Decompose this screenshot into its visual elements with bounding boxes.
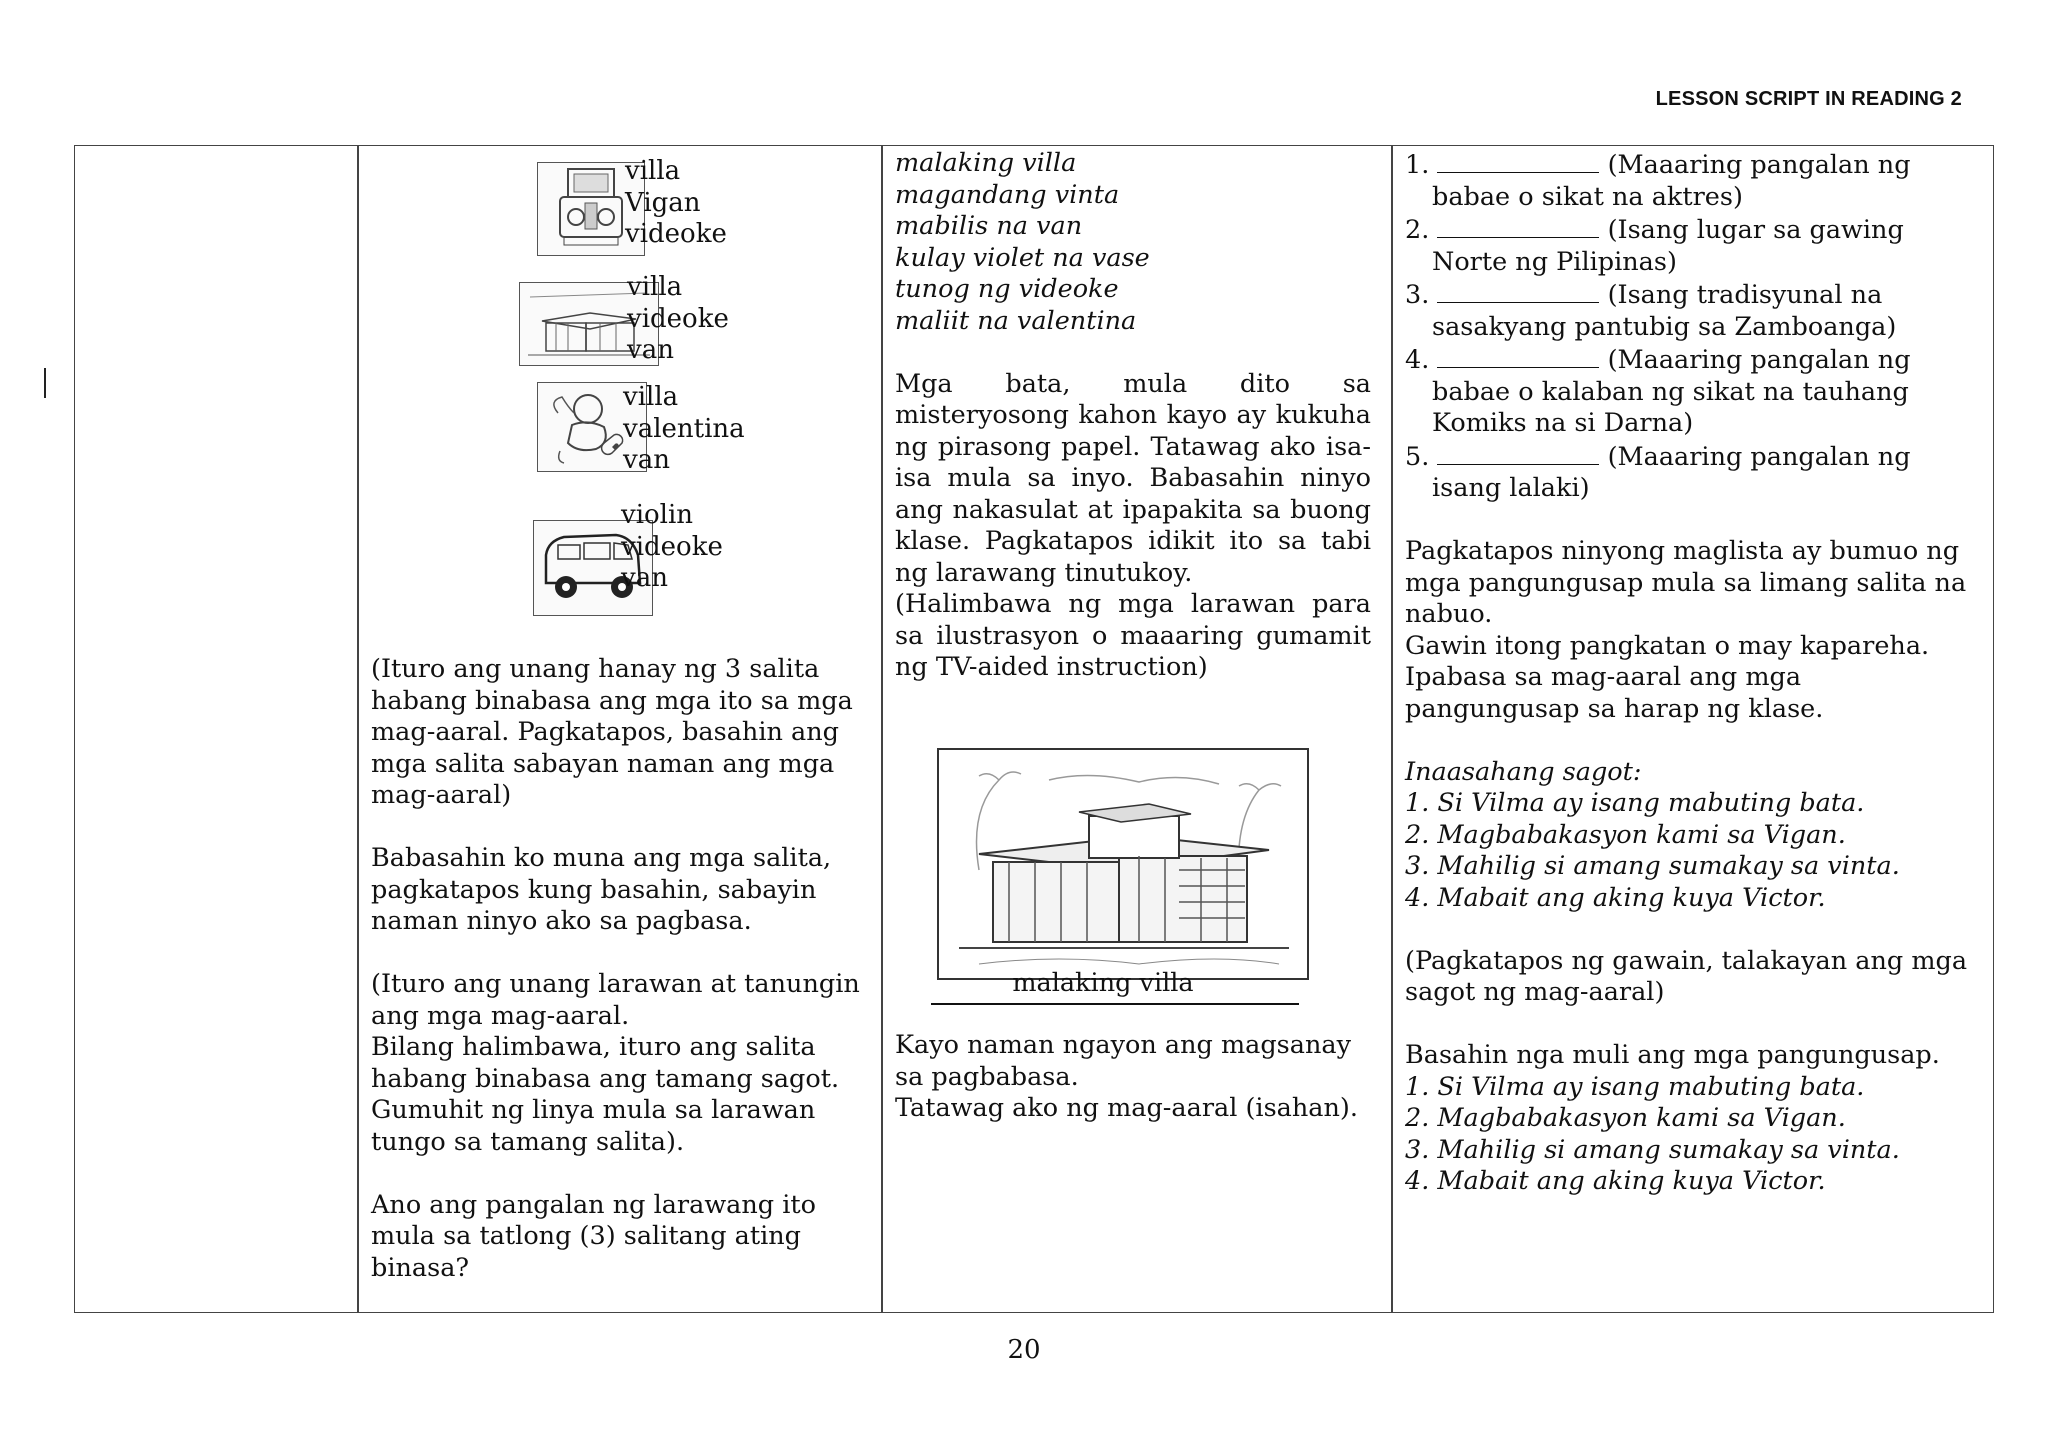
blank-item: 2. (Isang lugar sa gawing — [1405, 215, 1904, 245]
blank-item-hint: Norte ng Pilipinas) — [1432, 246, 1677, 277]
teacher-question: Ano ang pangalan ng larawang ito mula sa tatlong (3) salitang ating binasa? — [371, 1189, 816, 1283]
document-header: LESSON SCRIPT IN READING 2 — [1655, 88, 1962, 110]
expected-answer-label: Inaasahang sagot: — [1405, 756, 1642, 787]
word-option: villa — [623, 382, 679, 412]
blank-item-hint: Komiks na si Darna) — [1432, 408, 1694, 438]
teacher-script: Mga bata, mula dito sa misteryosong kahon kayo ay kukuha ng pirasong papel. Tatawag ako isa-isa mula sa inyo. Babasahin ninyo ang nakasulat at ipapakita sa buong klase. Pagkatapos idikit ito sa tabi ng larawang tinutukoy. — [895, 368, 1371, 588]
word-option: videoke — [625, 219, 727, 249]
word-option: videoke — [627, 303, 729, 334]
teacher-script: Basahin nga muli ang mga pangungusap. — [1405, 1040, 1940, 1070]
phrase: mabilis na van — [895, 211, 1083, 241]
column-divider — [881, 146, 883, 1312]
instruction-paragraph: (Ituro ang unang hanay ng 3 salita habang binabasa ang mga ito sa mga mag-aaral. Pagkatapos, basahin ang mga salita sabayan naman ang mga mag-aaral) — [371, 654, 853, 810]
answer-blank — [1437, 278, 1599, 303]
teacher-script: Tatawag ako ng mag-aaral (isahan). — [895, 1093, 1358, 1123]
phrase: malaking villa — [895, 148, 1077, 178]
word-option: villa — [625, 156, 681, 186]
word-option: villa — [627, 272, 683, 302]
teacher-script: Kayo naman ngayon ang magsanay sa pagbabasa. — [895, 1030, 1351, 1092]
villa-illustration — [937, 748, 1309, 980]
text-cursor-mark — [44, 368, 46, 398]
sentence: 2. Magbabakasyon kami sa Vigan. — [1405, 1103, 1846, 1133]
word-option: valentina — [623, 413, 745, 444]
blank-item-hint: babae o kalaban ng sikat na tauhang — [1432, 376, 1909, 407]
answer-blank — [1437, 213, 1599, 238]
word-option: van — [621, 563, 668, 593]
phrase: tunog ng videoke — [895, 274, 1119, 304]
blank-item: 1. (Maaaring pangalan ng — [1405, 150, 1911, 180]
teacher-script: Babasahin ko muna ang mga salita, pagkatapos kung basahin, sabayin naman ninyo ako sa pagbasa. — [371, 843, 832, 936]
column-phrases — [895, 148, 1371, 1123]
caption-underline — [931, 1003, 1299, 1005]
blank-item-hint: isang lalaki) — [1432, 473, 1590, 503]
instruction-paragraph: Bilang halimbawa, ituro ang salita habang binabasa ang tamang sagot. Gumuhit ng linya mula sa larawan tungo sa tamang salita). — [371, 1032, 840, 1157]
instruction-paragraph: Gawin itong pangkatan o may kapareha. — [1405, 630, 1930, 661]
word-option: violin — [621, 500, 694, 530]
sentence: 1. Si Vilma ay isang mabuting bata. — [1405, 1071, 1865, 1102]
answer-blank — [1437, 440, 1599, 465]
expected-answer: 3. Mahilig si amang sumakay sa vinta. — [1405, 851, 1900, 881]
phrase: magandang vinta — [895, 179, 1120, 210]
blank-item: 4. (Maaaring pangalan ng — [1405, 345, 1911, 375]
instruction-paragraph: Pagkatapos ninyong maglista ay bumuo ng mga pangungusap mula sa limang salita na nabuo. — [1405, 536, 1967, 629]
instruction-paragraph: (Ituro ang unang larawan at tanungin ang mga mag-aaral. — [371, 969, 860, 1031]
word-option: van — [627, 335, 674, 365]
sentence: 4. Mabait ang aking kuya Victor. — [1405, 1166, 1826, 1196]
blank-item-hint: sasakyang pantubig sa Zamboanga) — [1432, 311, 1897, 342]
villa-caption: malaking villa — [1012, 968, 1194, 998]
word-option: van — [623, 445, 670, 475]
expected-answer: 1. Si Vilma ay isang mabuting bata. — [1405, 788, 1865, 818]
answer-blank — [1437, 148, 1599, 173]
column-divider — [357, 146, 359, 1312]
expected-answer: 2. Magbabakasyon kami sa Vigan. — [1405, 819, 1846, 850]
blank-item: 5. (Maaaring pangalan ng — [1405, 441, 1911, 472]
answer-blank — [1437, 343, 1599, 368]
column-divider — [1391, 146, 1393, 1312]
blank-item: 3. (Isang tradisyunal na — [1405, 280, 1883, 310]
sentence: 3. Mahilig si amang sumakay sa vinta. — [1405, 1134, 1900, 1165]
word-option: videoke — [621, 531, 723, 562]
expected-answer: 4. Mabait ang aking kuya Victor. — [1405, 882, 1826, 913]
column-sentences — [1405, 148, 1981, 1198]
page-number: 20 — [1007, 1335, 1041, 1365]
instruction-paragraph: Ipabasa sa mag-aaral ang mga pangungusap sa harap ng klase. — [1405, 662, 1824, 724]
instruction-paragraph: (Pagkatapos ng gawain, talakayan ang mga sagot ng mag-aaral) — [1405, 945, 1968, 1007]
blank-item-hint: babae o sikat na aktres) — [1432, 181, 1743, 212]
phrase: maliit na valentina — [895, 305, 1137, 336]
lesson-table — [74, 145, 1994, 1313]
instruction-paragraph: (Halimbawa ng mga larawan para sa ilustrasyon o maaaring gumamit ng TV-aided instruction) — [895, 589, 1371, 682]
phrase: kulay violet na vase — [895, 242, 1150, 273]
word-option: Vigan — [625, 187, 701, 218]
